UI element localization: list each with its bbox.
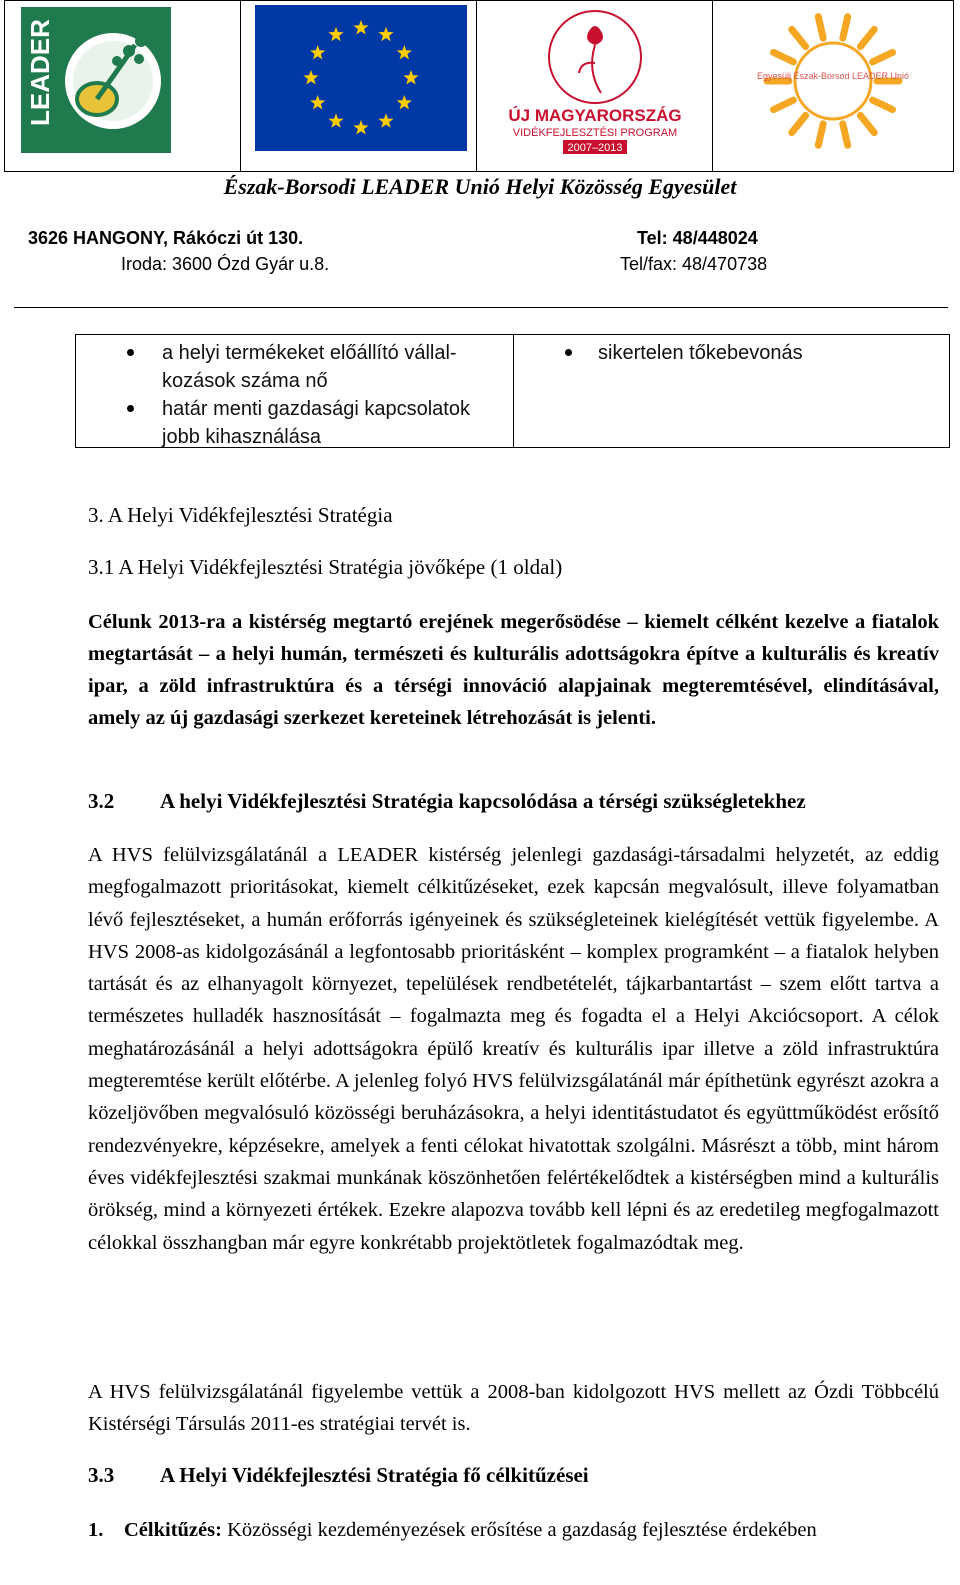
sun-ray-icon <box>873 52 893 62</box>
office-address: Iroda: 3600 Ózd Gyár u.8. <box>121 254 330 274</box>
section-number: 3.2 <box>88 789 115 813</box>
section-3-2-heading <box>88 789 948 814</box>
sun-partner-logo <box>713 1 953 171</box>
vision-paragraph: Célunk 2013-ra a kistérség megtartó erejének megerősödése – kiemelt célként kezelve a fiatalok megtartását – a helyi humán, természeti és kulturális adottságokra építve a kulturális és kreatív ipar, a zöld infrastruktúra és a térségi innováció alapjainak megteremtésével, elindításával, amely az új gazdasági szerkezet kereteinek létrehozását is jelenti. <box>88 611 939 729</box>
needs-paragraph-2: A HVS felülvizsgálatánál figyelembe vettük a 2008-ban kidolgozott HVS mellett az Ózdi Többcélú Kistérségi Társulás 2011-es stratégiai tervét is. <box>88 1381 939 1436</box>
organization-name: Észak-Borsodi LEADER Unió Helyi Közösség Egyesület <box>223 174 737 199</box>
uj-magyarorszag-logo <box>477 1 713 171</box>
swot-threats-cell <box>514 335 949 447</box>
sun-ray-icon <box>873 100 893 110</box>
sun-ray-icon <box>774 52 794 62</box>
sun-ray-icon <box>774 100 794 110</box>
uj-magyarorszag-graphic <box>477 1 713 171</box>
sun-ray-icon <box>792 115 806 132</box>
sun-ray-icon <box>860 29 874 46</box>
sun-logo-graphic <box>713 1 953 171</box>
goal-1 <box>88 1514 939 1546</box>
header-divider <box>14 307 948 308</box>
goal-number: 1. <box>88 1519 104 1541</box>
eu-flag-logo <box>241 1 477 171</box>
section-title: A Helyi Vidékfejlesztési Stratégia fő célkitűzései <box>160 1463 589 1487</box>
svg-text:2007–2013: 2007–2013 <box>567 142 623 154</box>
leader-logo-graphic <box>5 1 241 171</box>
section-3-1-heading: 3.1 A Helyi Vidékfejlesztési Stratégia jövőképe (1 oldal) <box>88 555 563 579</box>
sun-ray-icon <box>792 29 806 46</box>
svg-text:VIDÉKFEJLESZTÉSI PROGRAM: VIDÉKFEJLESZTÉSI PROGRAM <box>512 127 678 139</box>
goal-text: Közösségi kezdeményezések erősítése a gazdaság fejlesztése érdekében <box>227 1519 817 1541</box>
swot-table <box>75 334 950 448</box>
section-3-3-heading <box>88 1463 589 1488</box>
section-3-heading: 3. A Helyi Vidékfejlesztési Stratégia <box>88 503 393 527</box>
section-number: 3.3 <box>88 1463 115 1487</box>
list-item: a helyi termékeket előállító vállal-kozások száma nő <box>76 339 501 395</box>
address-main: 3626 HANGONY, Rákóczi út 130. <box>28 228 304 248</box>
sun-ray-icon <box>818 17 823 38</box>
sun-ray-icon <box>843 17 848 38</box>
phone-number: Tel: 48/448024 <box>637 228 758 248</box>
logo-strip <box>4 0 954 172</box>
sun-ray-icon <box>860 115 874 132</box>
sun-ray-icon <box>818 124 823 145</box>
needs-paragraph-1: A HVS felülvizsgálatánál a LEADER kistérség jelenlegi gazdasági-társadalmi helyzetét, az eddig megfogalmazott prioritásokat, kiemelt célkitűzéseket, ezek kapcsán megvalósult, illeve folyamatban lévő fejlesztéseket, a humán erőforrás igényeinek és szükségleteinek kielégítését vettük figyelembe. A HVS 2008-as kidolgozásánál a legfontosabb prioritásként – komplex programként – a fiatalok helyben tartását és az elhanyagolt környezet, tepelülések rendbetételét, tájkarbantartást – szem előtt tartva a természetes hulladék hasznosítását – fogalmazta meg és fogadta el a Helyi Akciócsoport. A célok meghatározásánál a helyi adottságokra épülő kreatív és kulturális ipar illetve a zöld infrastruktúra megteremtése került előtérbe. A jelenleg folyó HVS felülvizsgálatánál már építhetünk egyrészt azokra a közeljövőben megvalósuló közösségi beruházásokra, a helyi identitástudatot és együttműködést erősítő rendezvényekre, képzésekre, amelyek a fenti célokat hivatottak szolgálni. Másrészt a több, mint három éves vidékfejlesztési szakmai munkának köszönhetően felértékelődtek a kistérségben mind a kulturális örökség, mind a környezeti értékek. Ezekre alapozva tovább kell lépni és az eredetileg megfogalmazott célokkal összhangban már egyre konkrétabb projektötletek fogalmazódtak meg. <box>88 844 939 1254</box>
section-title: A helyi Vidékfejlesztési Stratégia kapcsolódása a térségi szükségletekhez <box>160 789 806 813</box>
goal-label: Célkitűzés: <box>124 1519 222 1541</box>
list-item: határ menti gazdasági kapcsolatok jobb kihasználása <box>76 395 501 451</box>
fax-number: Tel/fax: 48/470738 <box>620 254 768 274</box>
sun-ray-icon <box>843 124 848 145</box>
svg-text:ÚJ MAGYARORSZÁG: ÚJ MAGYARORSZÁG <box>508 106 682 125</box>
svg-text:Egyesülj Észak-Borsod LEADER U: Egyesülj Észak-Borsod LEADER Unió <box>756 71 910 81</box>
eu-flag-graphic <box>241 1 477 171</box>
leader-logo <box>5 1 241 171</box>
svg-text:LEADER: LEADER <box>25 19 55 126</box>
swot-opportunities-cell <box>76 335 514 447</box>
list-item: sikertelen tőkebevonás <box>514 339 949 367</box>
